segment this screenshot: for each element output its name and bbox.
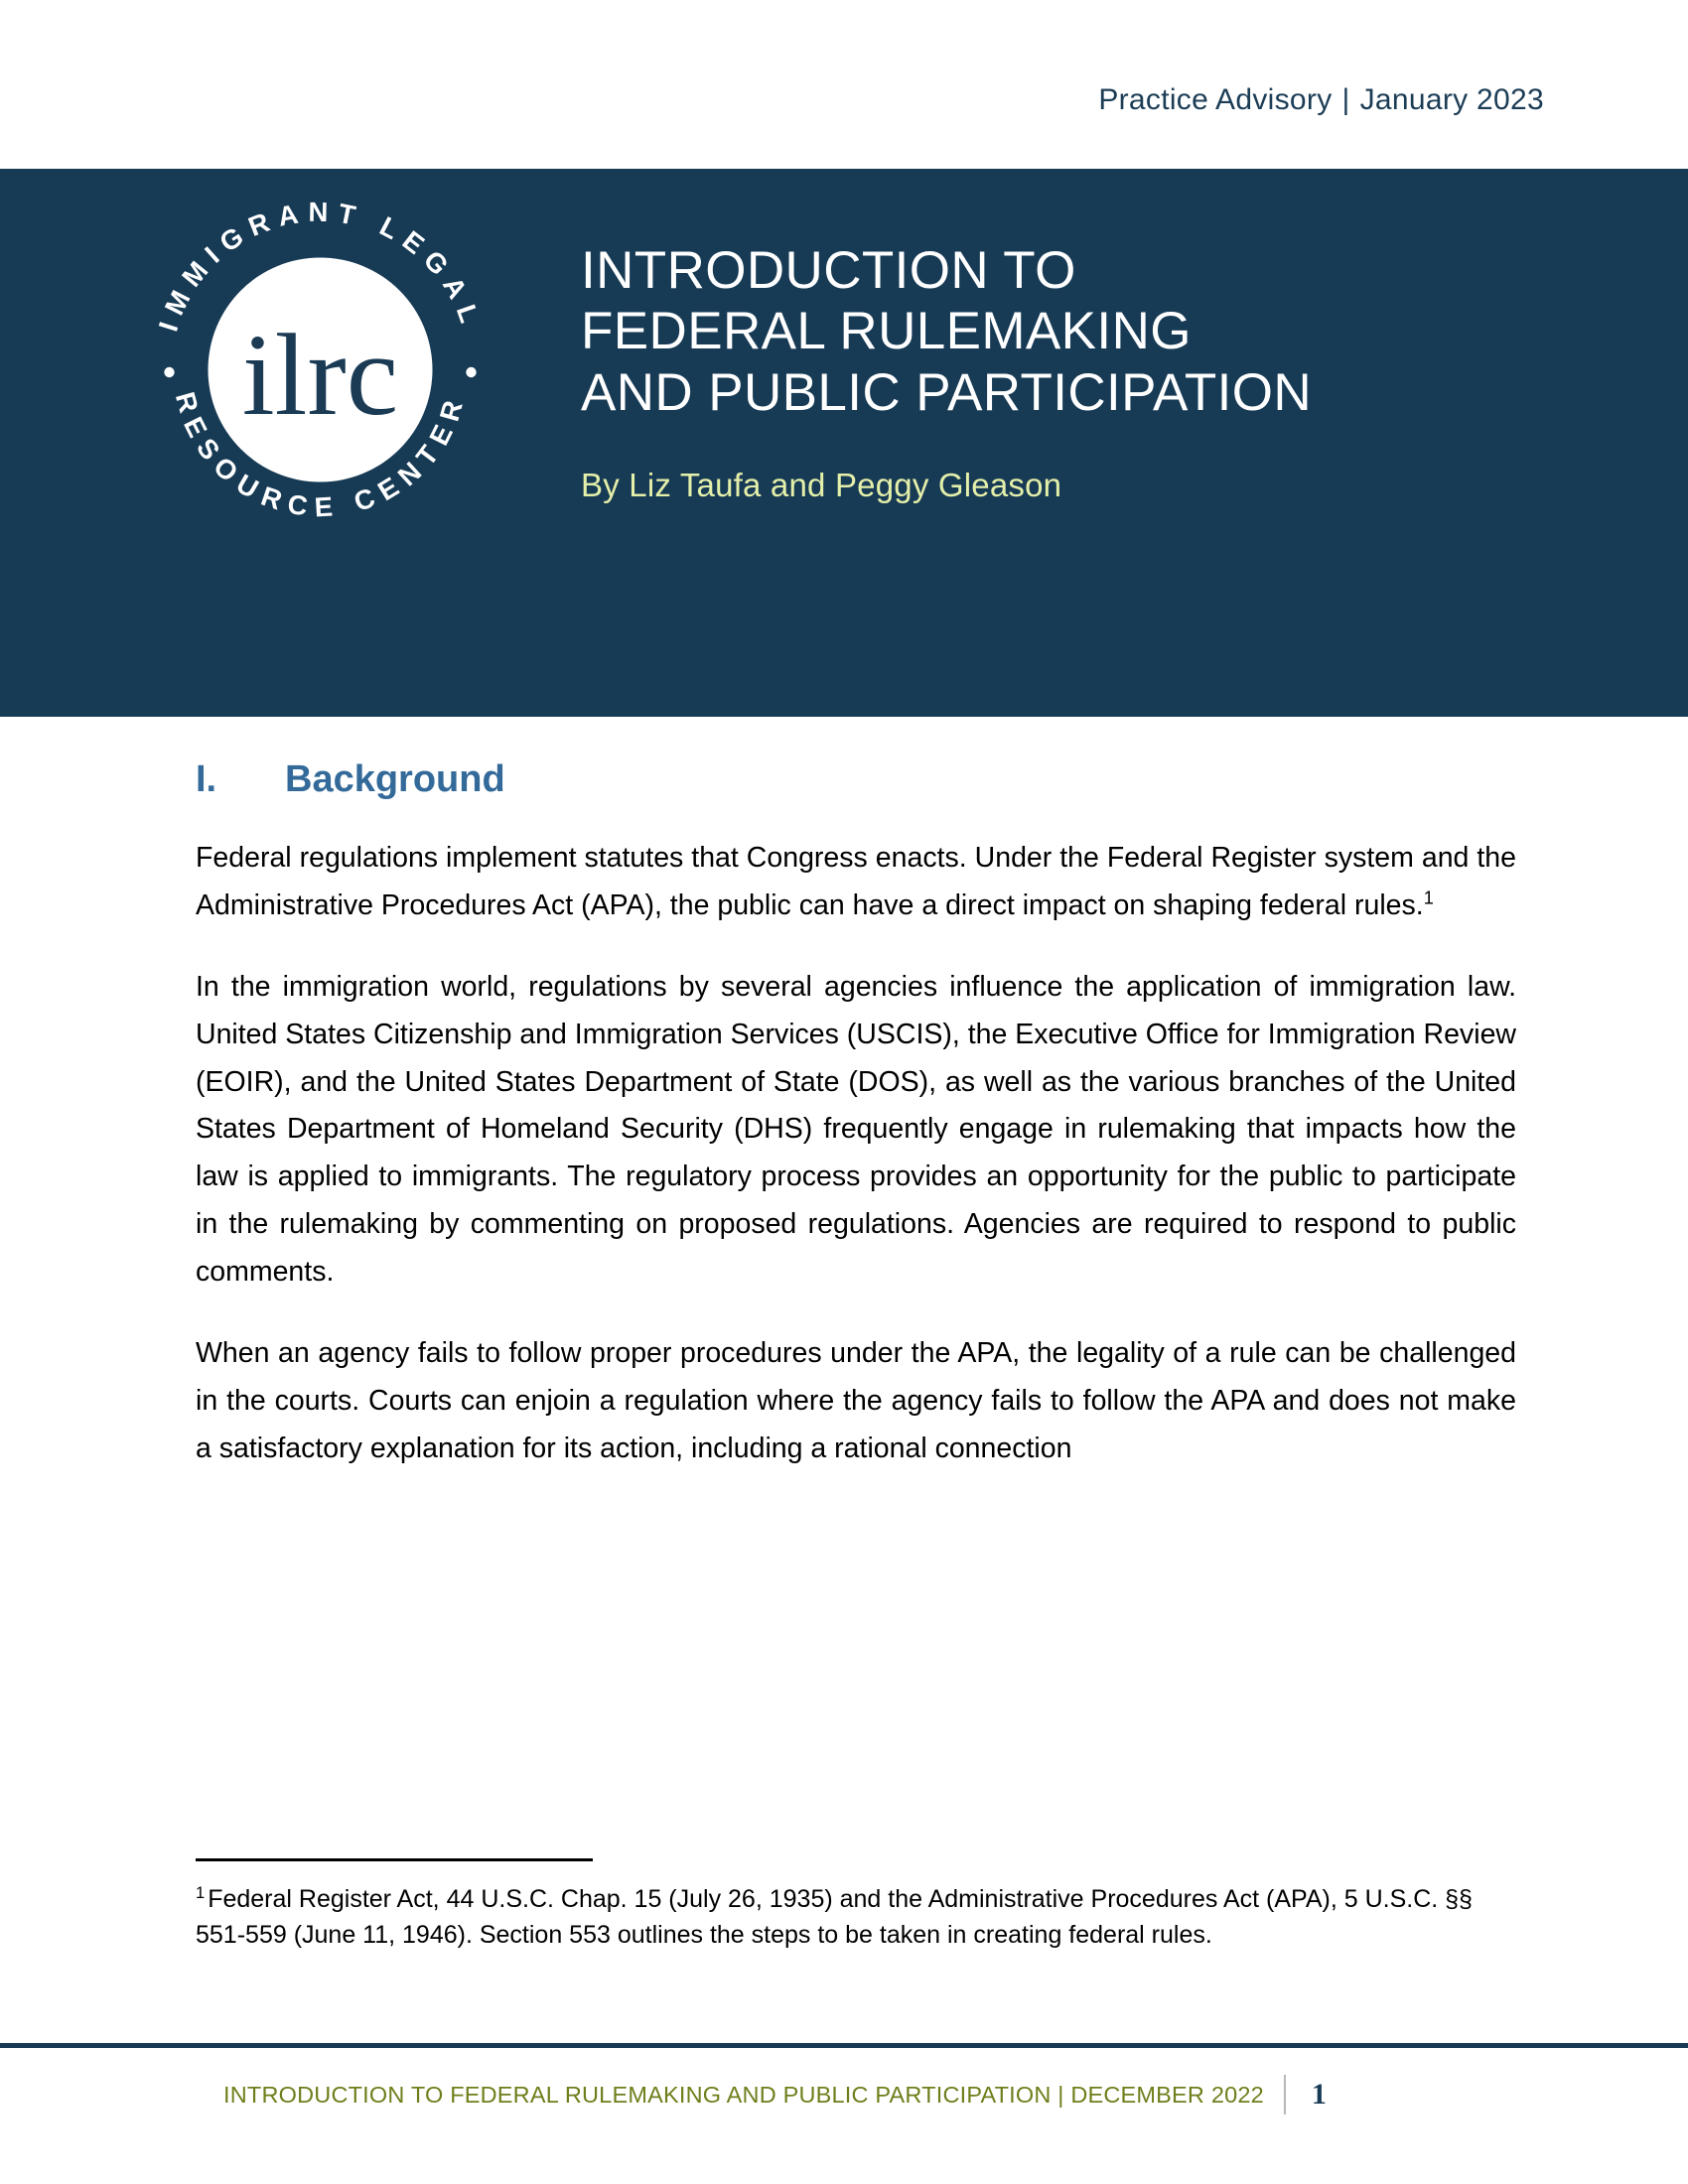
banner-title-line-2: FEDERAL RULEMAKING (581, 302, 1192, 361)
footnote-block (0, 1858, 1688, 1954)
footnote-text: Federal Register Act, 44 U.S.C. Chap. 15 (July 26, 1935) and the Administrative Procedures Act (APA), 5 U.S.C. §§ 551-559 (June 11, 1946). Section 553 outlines the steps to be taken in creating federal rules. (196, 1885, 1473, 1950)
banner-title-group (581, 240, 1633, 504)
footer-divider (1284, 2075, 1286, 2115)
footer-title: INTRODUCTION TO FEDERAL RULEMAKING AND PUBLIC PARTICIPATION | DECEMBER 2022 (223, 2081, 1264, 2108)
section-title: Background (285, 758, 505, 800)
banner-title-line-1: INTRODUCTION TO (581, 241, 1076, 300)
footer-rule (0, 2043, 1688, 2048)
header-separator: | (1341, 83, 1350, 116)
ilrc-logo (134, 184, 506, 556)
header-label: Practice Advisory (1098, 83, 1333, 116)
main-content (0, 717, 1688, 1473)
title-banner (0, 169, 1688, 717)
paragraph-3: When an agency fails to follow proper procedures under the APA, the legality of a rule can be challenged in the courts. Courts can enjoin a regulation where the agency fails to follow the APA and does not make a satisfactory explanation for its action, including a rational connection (196, 1336, 1516, 1464)
document-header (0, 0, 1688, 169)
page-footer (0, 2060, 1688, 2129)
practice-advisory-header (1098, 83, 1544, 169)
footnote-1 (196, 1881, 1528, 1954)
section-heading-background (196, 758, 1528, 801)
banner-byline: By Liz Taufa and Peggy Gleason (581, 467, 1062, 504)
paragraph-2: In the immigration world, regulations by several agencies influence the application of immigration law. United States Citizenship and Immigration Services (USCIS), the Executive Office for Immigration Review (EOIR), and the United States Department of State (DOS), as well as the various branches of the United States Department of Homeland Security (DHS) frequently engage in rulemaking that impacts how the law is applied to immigrants. The regulatory process provides an opportunity for the public to participate in the rulemaking by commenting on proposed regulations. Agencies are required to respond to public comments. (196, 970, 1516, 1288)
banner-title-line-3: AND PUBLIC PARTICIPATION (581, 362, 1313, 422)
footnote-marker-1: 1 (1423, 887, 1434, 908)
paragraph-1 (196, 835, 1516, 930)
footer-page-number: 1 (1311, 2078, 1327, 2111)
header-date: January 2023 (1359, 83, 1544, 116)
footnote-number: 1 (196, 1883, 206, 1902)
paragraph-1-text: Federal regulations implement statutes that Congress enacts. Under the Federal Register system and the Administrative Procedures Act (APA), the public can have a direct impact on shaping federal rules. (196, 842, 1516, 921)
footnote-separator-rule (196, 1858, 593, 1861)
logo-arc-top-text: IMMIGRANT LEGAL (152, 196, 489, 336)
section-number: I. (196, 758, 217, 800)
logo-arc-bottom-text: RESOURCE CENTER (169, 388, 472, 523)
logo-wordmark: ilrc (241, 310, 399, 440)
